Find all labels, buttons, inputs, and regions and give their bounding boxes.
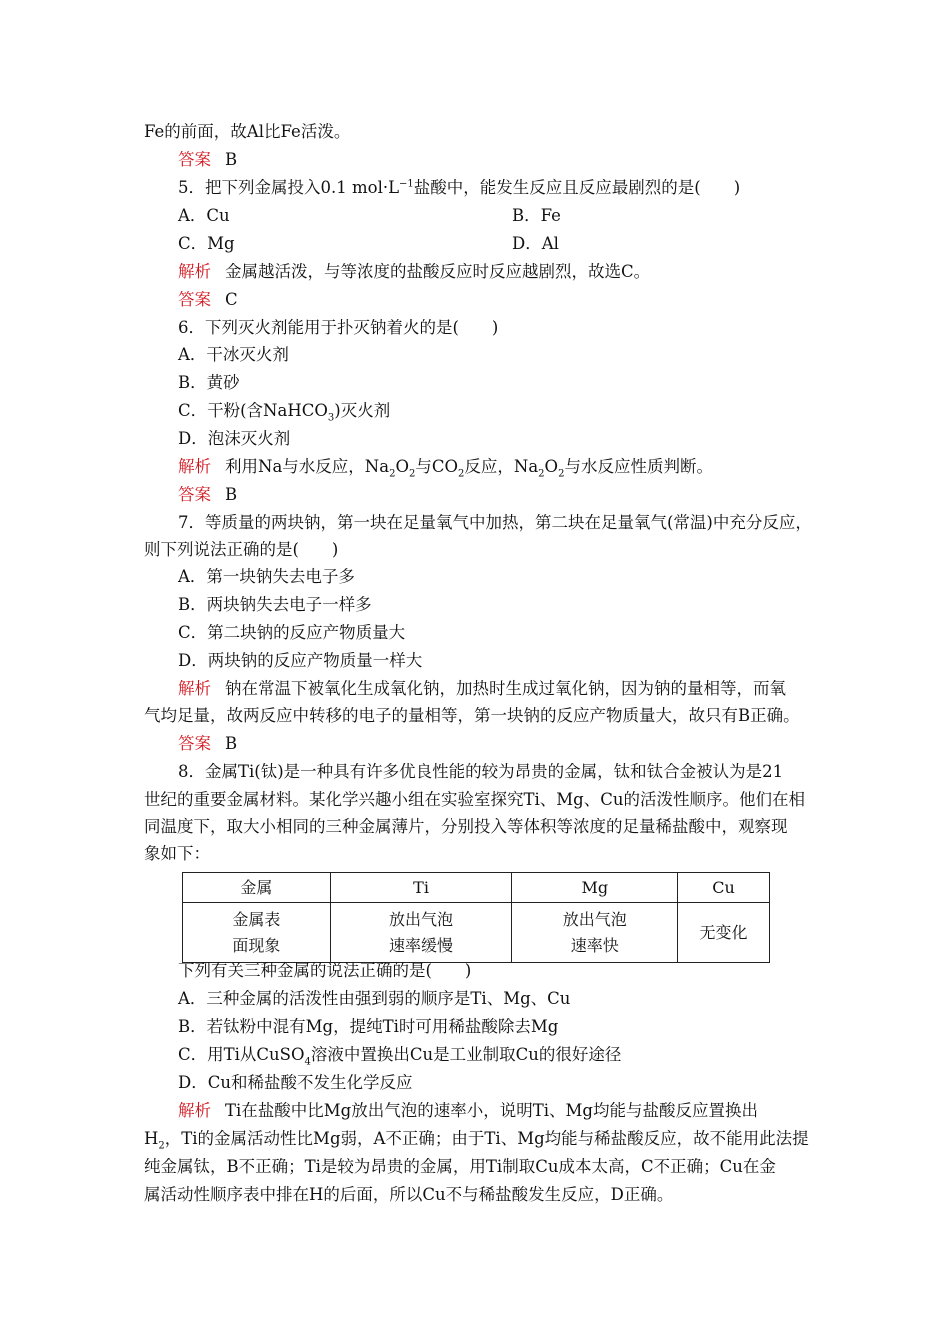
q8-option-d: D．Cu和稀盐酸不发生化学反应 — [178, 1073, 413, 1092]
q8-analysis-line-3: 纯金属钛，B不正确；Ti是较为昂贵的金属，用Ti制取Cu成本太高，C不正确；Cu在金 — [144, 1157, 776, 1176]
analysis-text: ，Ti的金属活动性比Mg弱，A不正确；由于Ti、Mg均能与稀盐酸反应，故不能用此法提 — [164, 1129, 809, 1148]
q6-option-b: B．黄砂 — [178, 373, 240, 392]
analysis-text: 反应，Na — [464, 457, 539, 476]
table-header-row — [183, 873, 770, 903]
q8-stem-line-2: 世纪的重要金属材料。某化学兴趣小组在实验室探究Ti、Mg、Cu的活泼性顺序。他们在相 — [144, 790, 805, 809]
answer-value: C — [225, 290, 238, 309]
q6-option-d: D．泡沫灭火剂 — [178, 429, 291, 448]
analysis-text: Ti在盐酸中比Mg放出气泡的速率小，说明Ti、Mg均能与盐酸反应置换出 — [225, 1101, 758, 1120]
analysis-text: O — [544, 457, 559, 476]
analysis-sub: 2 — [158, 1140, 165, 1152]
analysis-text: 与水反应性质判断。 — [564, 457, 713, 476]
table-cell-mg — [512, 903, 678, 963]
q7-stem-line-1: 7．等质量的两块钠，第一块在足量氧气中加热，第二块在足量氧气(常温)中充分反应， — [178, 513, 812, 532]
cell-line: 面现象 — [232, 935, 281, 955]
answer-value: B — [225, 150, 238, 169]
q6-answer — [178, 485, 237, 505]
cell-line: 金属表 — [232, 909, 281, 929]
q8-analysis-line-2 — [144, 1129, 809, 1152]
q8-stem-line-3: 同温度下，取大小相同的三种金属薄片，分别投入等体积等浓度的足量稀盐酸中，观察现 — [144, 817, 788, 836]
q8-option-c-text: C．用Ti从CuSO — [178, 1045, 305, 1064]
q5-stem-sup: −1 — [399, 178, 414, 190]
q8-option-a: A．三种金属的活泼性由强到弱的顺序是Ti、Mg、Cu — [178, 989, 571, 1008]
table-header-cell: Mg — [512, 873, 678, 903]
table-cell-label — [183, 903, 331, 963]
q5-answer — [178, 290, 238, 310]
q8-option-c-sub: 4 — [304, 1056, 311, 1068]
q8-question: 下列有关三种金属的说法正确的是( ) — [178, 961, 472, 980]
analysis-label: 解析 — [178, 457, 211, 476]
analysis-text: 钠在常温下被氧化生成氧化钠，加热时生成过氧化钠，因为钠的量相等，而氧 — [225, 679, 786, 698]
answer-label: 答案 — [178, 150, 211, 169]
analysis-text: O — [395, 457, 409, 476]
analysis-sub: 2 — [458, 468, 465, 480]
table-header-cell: Ti — [330, 873, 512, 903]
metal-observation-table — [182, 872, 770, 963]
table-cell-cu: 无变化 — [678, 903, 770, 963]
cell-line: 放出气泡 — [562, 909, 627, 929]
q8-stem-line-4: 象如下： — [144, 844, 210, 863]
table-header-cell: Cu — [678, 873, 770, 903]
answer-value: B — [225, 734, 238, 753]
analysis-sub: 2 — [408, 468, 416, 480]
q7-option-a: A．第一块钠失去电子多 — [178, 567, 355, 586]
q6-option-c-text: C．干粉(含NaHCO — [178, 401, 328, 420]
q5-option-b: B．Fe — [512, 206, 561, 225]
q7-stem-line-2: 则下列说法正确的是( ) — [144, 540, 339, 559]
analysis-label: 解析 — [178, 1101, 211, 1120]
q8-stem-line-1: 8．金属Ti(钛)是一种具有许多优良性能的较为昂贵的金属，钛和钛合金被认为是21 — [178, 762, 784, 781]
q8-option-c — [178, 1045, 622, 1068]
q7-option-d: D．两块钠的反应产物质量一样大 — [178, 651, 423, 670]
analysis-text: 利用Na与水反应，Na — [225, 457, 390, 476]
analysis-text: 与CO — [415, 457, 458, 476]
q8-option-c-text-2: 溶液中置换出Cu是工业制取Cu的很好途径 — [310, 1045, 622, 1064]
cell-line: 速率缓慢 — [389, 935, 454, 955]
q8-analysis-line-1 — [178, 1101, 758, 1121]
q7-analysis-line-2: 气均足量，故两反应中转移的电子的量相等，第一块钠的反应产物质量大，故只有B正确。 — [144, 706, 800, 725]
q6-stem: 6．下列灭火剂能用于扑灭钠着火的是( ) — [178, 318, 499, 337]
q5-stem — [178, 178, 740, 198]
answer-value: B — [225, 485, 238, 504]
analysis-label: 解析 — [178, 679, 211, 698]
answer-label: 答案 — [178, 734, 211, 753]
prev-answer — [178, 150, 237, 170]
analysis-sub: 2 — [558, 468, 565, 480]
q6-option-a: A．干冰灭火剂 — [178, 345, 289, 364]
q7-option-c: C．第二块钠的反应产物质量大 — [178, 623, 406, 642]
analysis-sub: 2 — [538, 468, 545, 480]
q5-analysis — [178, 262, 650, 282]
analysis-sub: 2 — [389, 468, 396, 480]
q7-answer — [178, 734, 237, 754]
analysis-text: 金属越活泼，与等浓度的盐酸反应时反应越剧烈，故选C。 — [225, 262, 651, 281]
q8-analysis-line-4: 属活动性顺序表中排在H的后面，所以Cu不与稀盐酸发生反应，D正确。 — [144, 1185, 674, 1204]
q6-analysis — [178, 457, 713, 480]
q5-option-a: A．Cu — [178, 206, 230, 225]
q6-option-c-sub: 3 — [327, 412, 335, 424]
table-row — [183, 903, 770, 963]
q8-option-b: B．若钛粉中混有Mg，提纯Ti时可用稀盐酸除去Mg — [178, 1017, 559, 1036]
q7-option-b: B．两块钠失去电子一样多 — [178, 595, 372, 614]
q6-option-c-text-2: )灭火剂 — [334, 401, 391, 420]
q5-option-c: C．Mg — [178, 234, 235, 253]
q5-stem-text: 5．把下列金属投入0.1 mol·L — [178, 178, 400, 197]
answer-label: 答案 — [178, 485, 211, 504]
analysis-label: 解析 — [178, 262, 211, 281]
cell-line: 速率快 — [570, 935, 619, 955]
answer-label: 答案 — [178, 290, 211, 309]
q5-option-d: D．Al — [512, 234, 559, 253]
q7-analysis-line-1 — [178, 679, 786, 699]
q5-stem-text-2: 盐酸中，能发生反应且反应最剧烈的是( ) — [413, 178, 741, 197]
cell-line: 放出气泡 — [389, 909, 454, 929]
prev-continuation: Fe的前面，故Al比Fe活泼。 — [144, 122, 351, 141]
q6-option-c — [178, 401, 391, 424]
analysis-text: H — [144, 1129, 159, 1148]
table-header-cell: 金属 — [183, 873, 331, 903]
table-cell-ti — [330, 903, 512, 963]
